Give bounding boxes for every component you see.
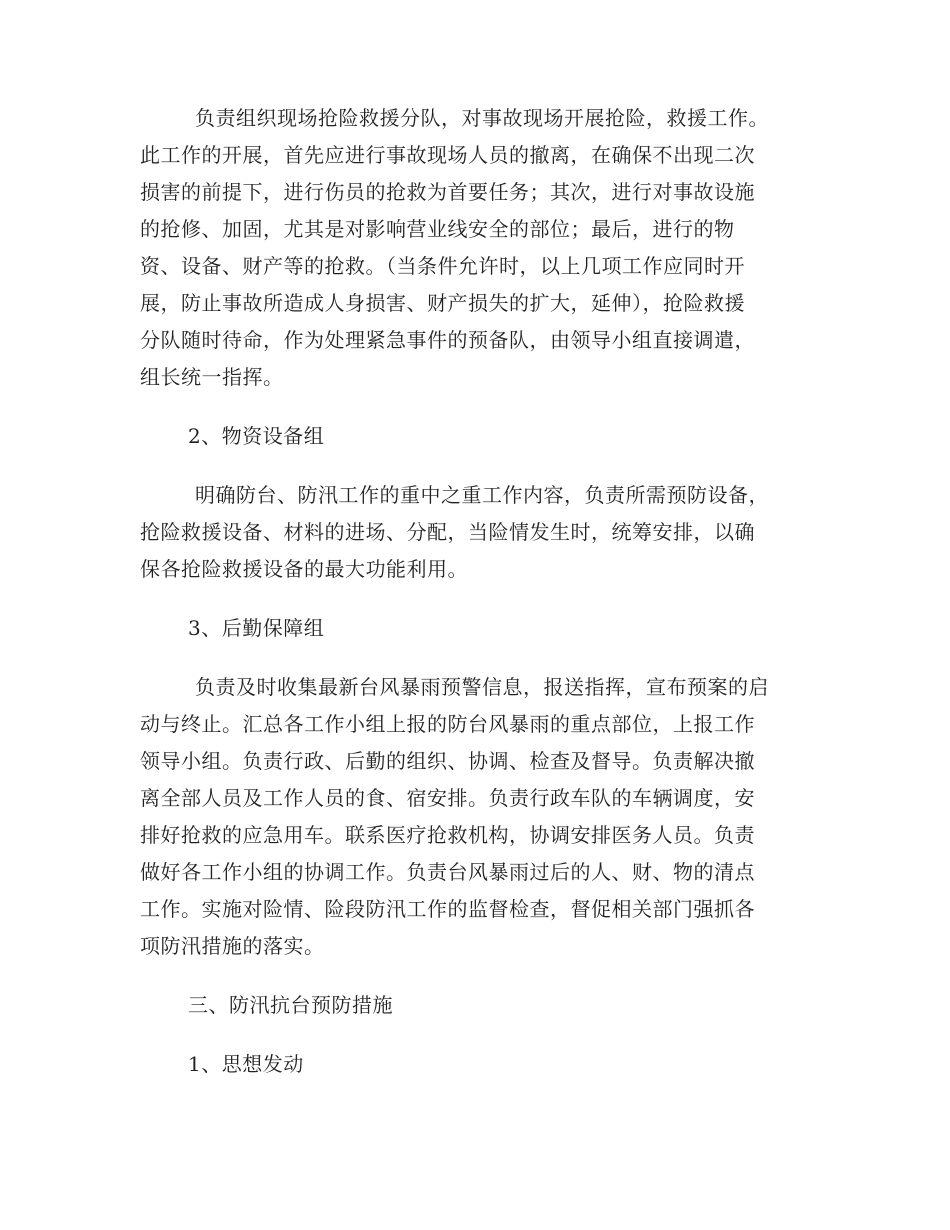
text-line: 的抢修、加固，尤其是对影响营业线安全的部位；最后，进行的物 [140, 217, 735, 241]
text-line: 负责组织现场抢险救援分队，对事故现场开展抢险，救援工作。 [195, 106, 769, 130]
text-line: 排好抢救的应急用车。联系医疗抢救机构，协调安排医务人员。负责 [140, 823, 755, 847]
text-line: 领导小组。负责行政、后勤的组织、协调、检查及督导。负责解决撤 [140, 749, 755, 773]
text-line: 动与终止。汇总各工作小组上报的防台风暴雨的重点部位，上报工作 [140, 712, 755, 736]
paragraph-materials-group [140, 477, 810, 588]
text-line: 明确防台、防汛工作的重中之重工作内容，负责所需预防设备， [195, 483, 769, 507]
paragraph-logistics-group [140, 669, 810, 965]
text-line: 资、设备、财产等的抢救。（当条件允许时，以上几项工作应同时开 [140, 254, 745, 278]
text-line: 做好各工作小组的协调工作。负责台风暴雨过后的人、财、物的清点 [140, 860, 755, 884]
text-line: 分队随时待命，作为处理紧急事件的预备队，由领导小组直接调遣， [140, 328, 755, 352]
text-line: 展，防止事故所造成人身损害、财产损失的扩大，延伸），抢险救援 [140, 291, 745, 315]
heading-section-three: 三、防汛抗台预防措施 [188, 993, 393, 1017]
heading-materials-group: 2、物资设备组 [188, 424, 325, 448]
text-line: 离全部人员及工作人员的食、宿安排。负责行政车队的车辆调度，安 [140, 786, 755, 810]
heading-ideological-mobilization: 1、思想发动 [188, 1052, 304, 1076]
text-line: 此工作的开展，首先应进行事故现场人员的撤离，在确保不出现二次 [140, 143, 755, 167]
text-line: 损害的前提下，进行伤员的抢救为首要任务；其次，进行对事故设施 [140, 180, 755, 204]
text-line: 抢险救援设备、材料的进场、分配，当险情发生时，统筹安排，以确 [140, 520, 755, 544]
text-line: 项防汛措施的落实。 [140, 934, 325, 958]
text-line: 工作。实施对险情、险段防汛工作的监督检查，督促相关部门强抓各 [140, 897, 755, 921]
text-line: 组长统一指挥。 [140, 365, 284, 389]
text-line: 负责及时收集最新台风暴雨预警信息，报送指挥，宣布预案的启 [195, 675, 769, 699]
text-line: 保各抢险救援设备的最大功能利用。 [140, 557, 468, 581]
paragraph-rescue-team [140, 100, 810, 396]
heading-logistics-group: 3、后勤保障组 [188, 616, 325, 640]
